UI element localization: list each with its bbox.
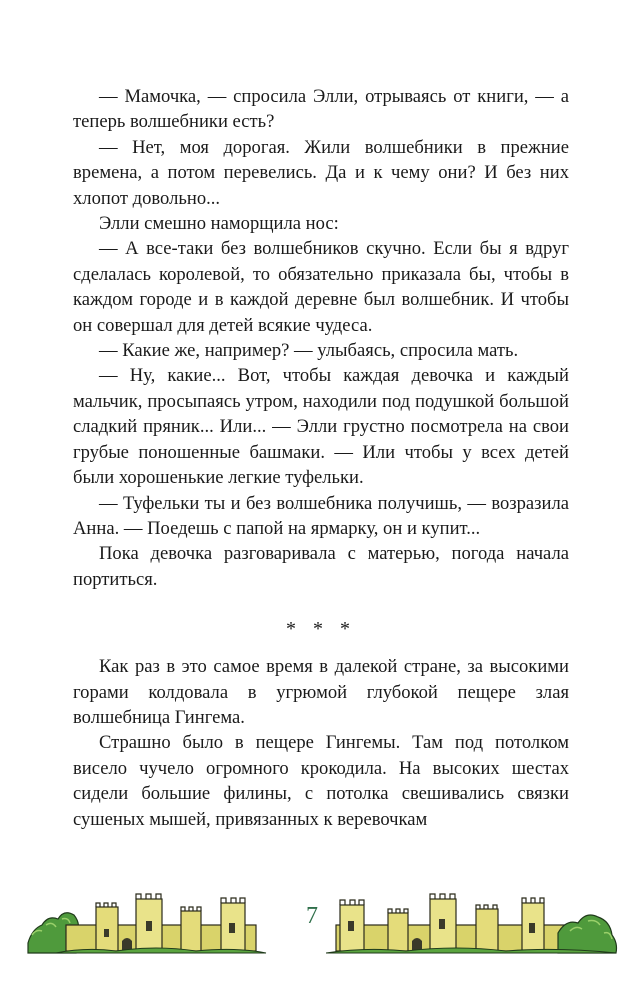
paragraph-7: — Туфельки ты и без волшебника получишь, — возразила Анна. — Поедешь с папой на ярмарку, он и купит... [73, 492, 569, 539]
paragraph-6: — Ну, какие... Вот, чтобы каждая девочка и каждый мальчик, просыпаясь утром, находили под подушкой большой сладкий пряник... Или... — Элли грустно посмотрела на свои грубые поношенные башмаки. — Или чтобы у всех детей были хорошенькие легкие туфельки. [73, 365, 569, 489]
paragraph-8: Пока девочка разговаривала с матерью, погода начала портиться. [73, 543, 569, 590]
book-page-text [73, 84, 569, 832]
castle-town-vignette-icon [326, 885, 620, 955]
paragraph-2: — Нет, моя дорогая. Жили волшебники в прежние времена, а потом перевелись. Да и к чему они? И без них хлопот довольно... [73, 136, 569, 209]
paragraph-3: Элли смешно наморщила нос: [99, 213, 339, 235]
paragraph-4: — А все-таки без волшебников скучно. Если бы я вдруг сделалась королевой, то обязательно приказала бы, чтобы в каждом городе и в каждой деревне был волшебник. И чтобы он совершал для детей всякие чудеса. [73, 238, 569, 336]
paragraph-10: Страшно было в пещере Гингемы. Там под потолком висело чучело огромного крокодила. На высоких шестах сидели большие филины, с потолка свешивались связки сушеных мышей, привязанных к веревочкам [73, 732, 569, 830]
section-separator: * * * [286, 618, 356, 641]
page-footer [0, 885, 644, 995]
paragraph-9: Как раз в это самое время в далекой стране, за высокими горами колдовала в угрюмой глубокой пещере злая волшебница Гингема. [73, 656, 569, 728]
paragraph-5: — Какие же, например? — улыбаясь, спросила мать. [99, 340, 519, 362]
page-number: 7 [306, 903, 318, 929]
paragraph-1: — Мамочка, — спросила Элли, отрываясь от книги, — а теперь волшебники есть? [73, 86, 569, 133]
castle-town-vignette-icon [26, 885, 274, 955]
